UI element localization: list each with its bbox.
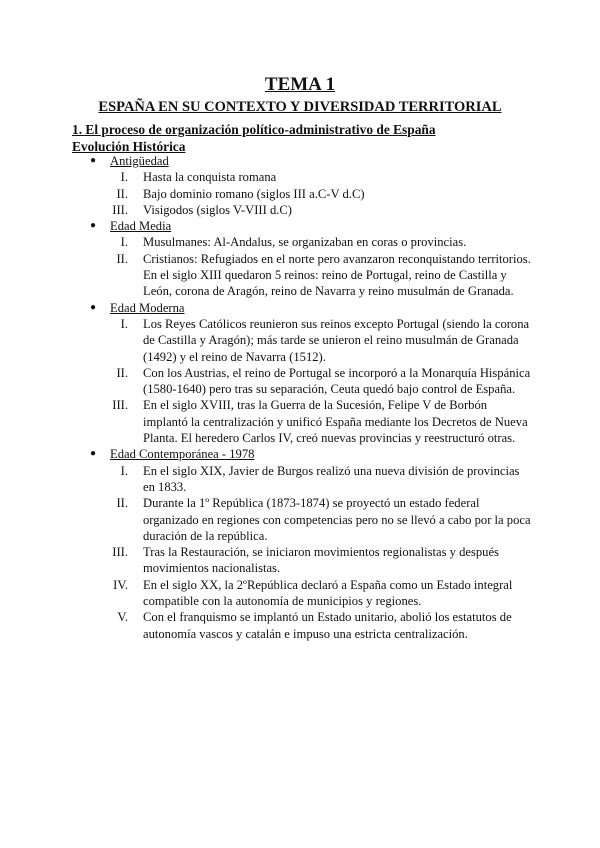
list-item xyxy=(72,186,532,202)
period-title: Edad Contemporánea - 1978 xyxy=(110,447,255,462)
period-title: Edad Media xyxy=(110,219,172,234)
roman-numeral: III. xyxy=(112,398,128,413)
item-text: Tras la Restauración, se iniciaron movimientos regionalistas y después movimientos nacionalistas. xyxy=(143,545,499,576)
roman-numeral: II. xyxy=(116,251,128,266)
list-item xyxy=(72,544,532,577)
list-item xyxy=(72,202,532,218)
list-item xyxy=(72,577,532,610)
period-edad-media xyxy=(72,218,532,234)
roman-numeral: II. xyxy=(116,496,128,511)
roman-numeral: III. xyxy=(112,202,128,217)
bullet-icon: ● xyxy=(90,220,97,232)
item-text: Con los Austrias, el reino de Portugal se incorporó a la Monarquía Hispánica (1580-1640) pero tras su separación, Ceuta quedó bajo control de España. xyxy=(143,365,531,397)
period-title: Antigüedad xyxy=(110,154,169,168)
roman-numeral: I. xyxy=(120,235,128,250)
item-text: Visigodos (siglos V-VIII d.C) xyxy=(143,202,292,217)
item-text: En el siglo XVIII, tras la Guerra de la Sucesión, Felipe V de Borbón implantó la centralización y unificó España mediante los Decretos de Nueva Planta. El heredero Carlos IV, creó nuevas provincias y reestructuró otras. xyxy=(143,398,528,446)
list-item xyxy=(72,316,532,365)
document-subtitle: ESPAÑA EN SU CONTEXTO Y DIVERSIDAD TERRITORIAL xyxy=(98,99,502,115)
roman-numeral: II. xyxy=(116,365,128,380)
document-title: TEMA 1 xyxy=(264,74,336,95)
bullet-icon: ● xyxy=(90,448,97,460)
list-item xyxy=(72,495,532,544)
item-text: Durante la 1º República (1873-1874) se proyectó un estado federal organizado en regiones con competencias pero no se llevó a cabo por la poca duración de la república. xyxy=(143,496,531,543)
item-text: Musulmanes: Al-Andalus, se organizaban en coras o provincias. xyxy=(143,235,467,250)
roman-numeral: IV. xyxy=(113,577,128,592)
item-text: Bajo dominio romano (siglos III a.C-V d.C) xyxy=(143,186,365,201)
roman-numeral: I. xyxy=(120,463,128,478)
outline-list xyxy=(72,153,532,642)
bullet-icon: ● xyxy=(90,301,97,313)
bullet-icon: ● xyxy=(90,155,97,166)
item-text: Los Reyes Católicos reunieron sus reinos excepto Portugal (siendo la corona de Castilla y Aragón); más tarde se unieron el reino musulmán de Granada (1492) y el reino de Navarra (1512). xyxy=(143,316,530,364)
list-item xyxy=(72,169,532,185)
roman-numeral: V. xyxy=(117,610,128,625)
section-subheading: Evolución Histórica xyxy=(72,139,186,154)
item-text: Hasta la conquista romana xyxy=(143,170,277,185)
period-edad-contemporanea xyxy=(72,446,532,462)
item-text: En el siglo XX, la 2ºRepública declaró a España como un Estado integral compatible con la autonomía de municipios y regiones. xyxy=(143,577,513,609)
roman-numeral: III. xyxy=(112,545,128,560)
roman-numeral: I. xyxy=(120,170,128,185)
list-item xyxy=(72,234,532,250)
item-text: En el siglo XIX, Javier de Burgos realizó una nueva división de provincias en 1833. xyxy=(143,463,520,494)
period-title: Edad Moderna xyxy=(110,300,185,315)
item-text: Cristianos: Refugiados en el norte pero avanzaron reconquistando territorios. xyxy=(143,251,531,266)
period-edad-moderna xyxy=(72,300,532,316)
list-item xyxy=(72,609,532,642)
section-heading: 1. El proceso de organización político-administrativo de España xyxy=(72,122,436,137)
roman-numeral: II. xyxy=(116,186,128,201)
list-item xyxy=(72,397,532,446)
period-antiguedad xyxy=(72,153,532,169)
list-item xyxy=(72,365,532,398)
item-text-continuation: En el siglo XIII quedaron 5 reinos: reino de Portugal, reino de Castilla y León, corona de Aragón, reino de Navarra y reino musulmán de Granada. xyxy=(143,268,514,299)
list-item xyxy=(72,463,532,496)
list-item xyxy=(72,251,532,300)
roman-numeral: I. xyxy=(120,316,128,331)
item-text: Con el franquismo se implantó un Estado unitario, abolió los estatutos de autonomía vascos y catalán e impuso una estricta centralización. xyxy=(143,610,512,641)
